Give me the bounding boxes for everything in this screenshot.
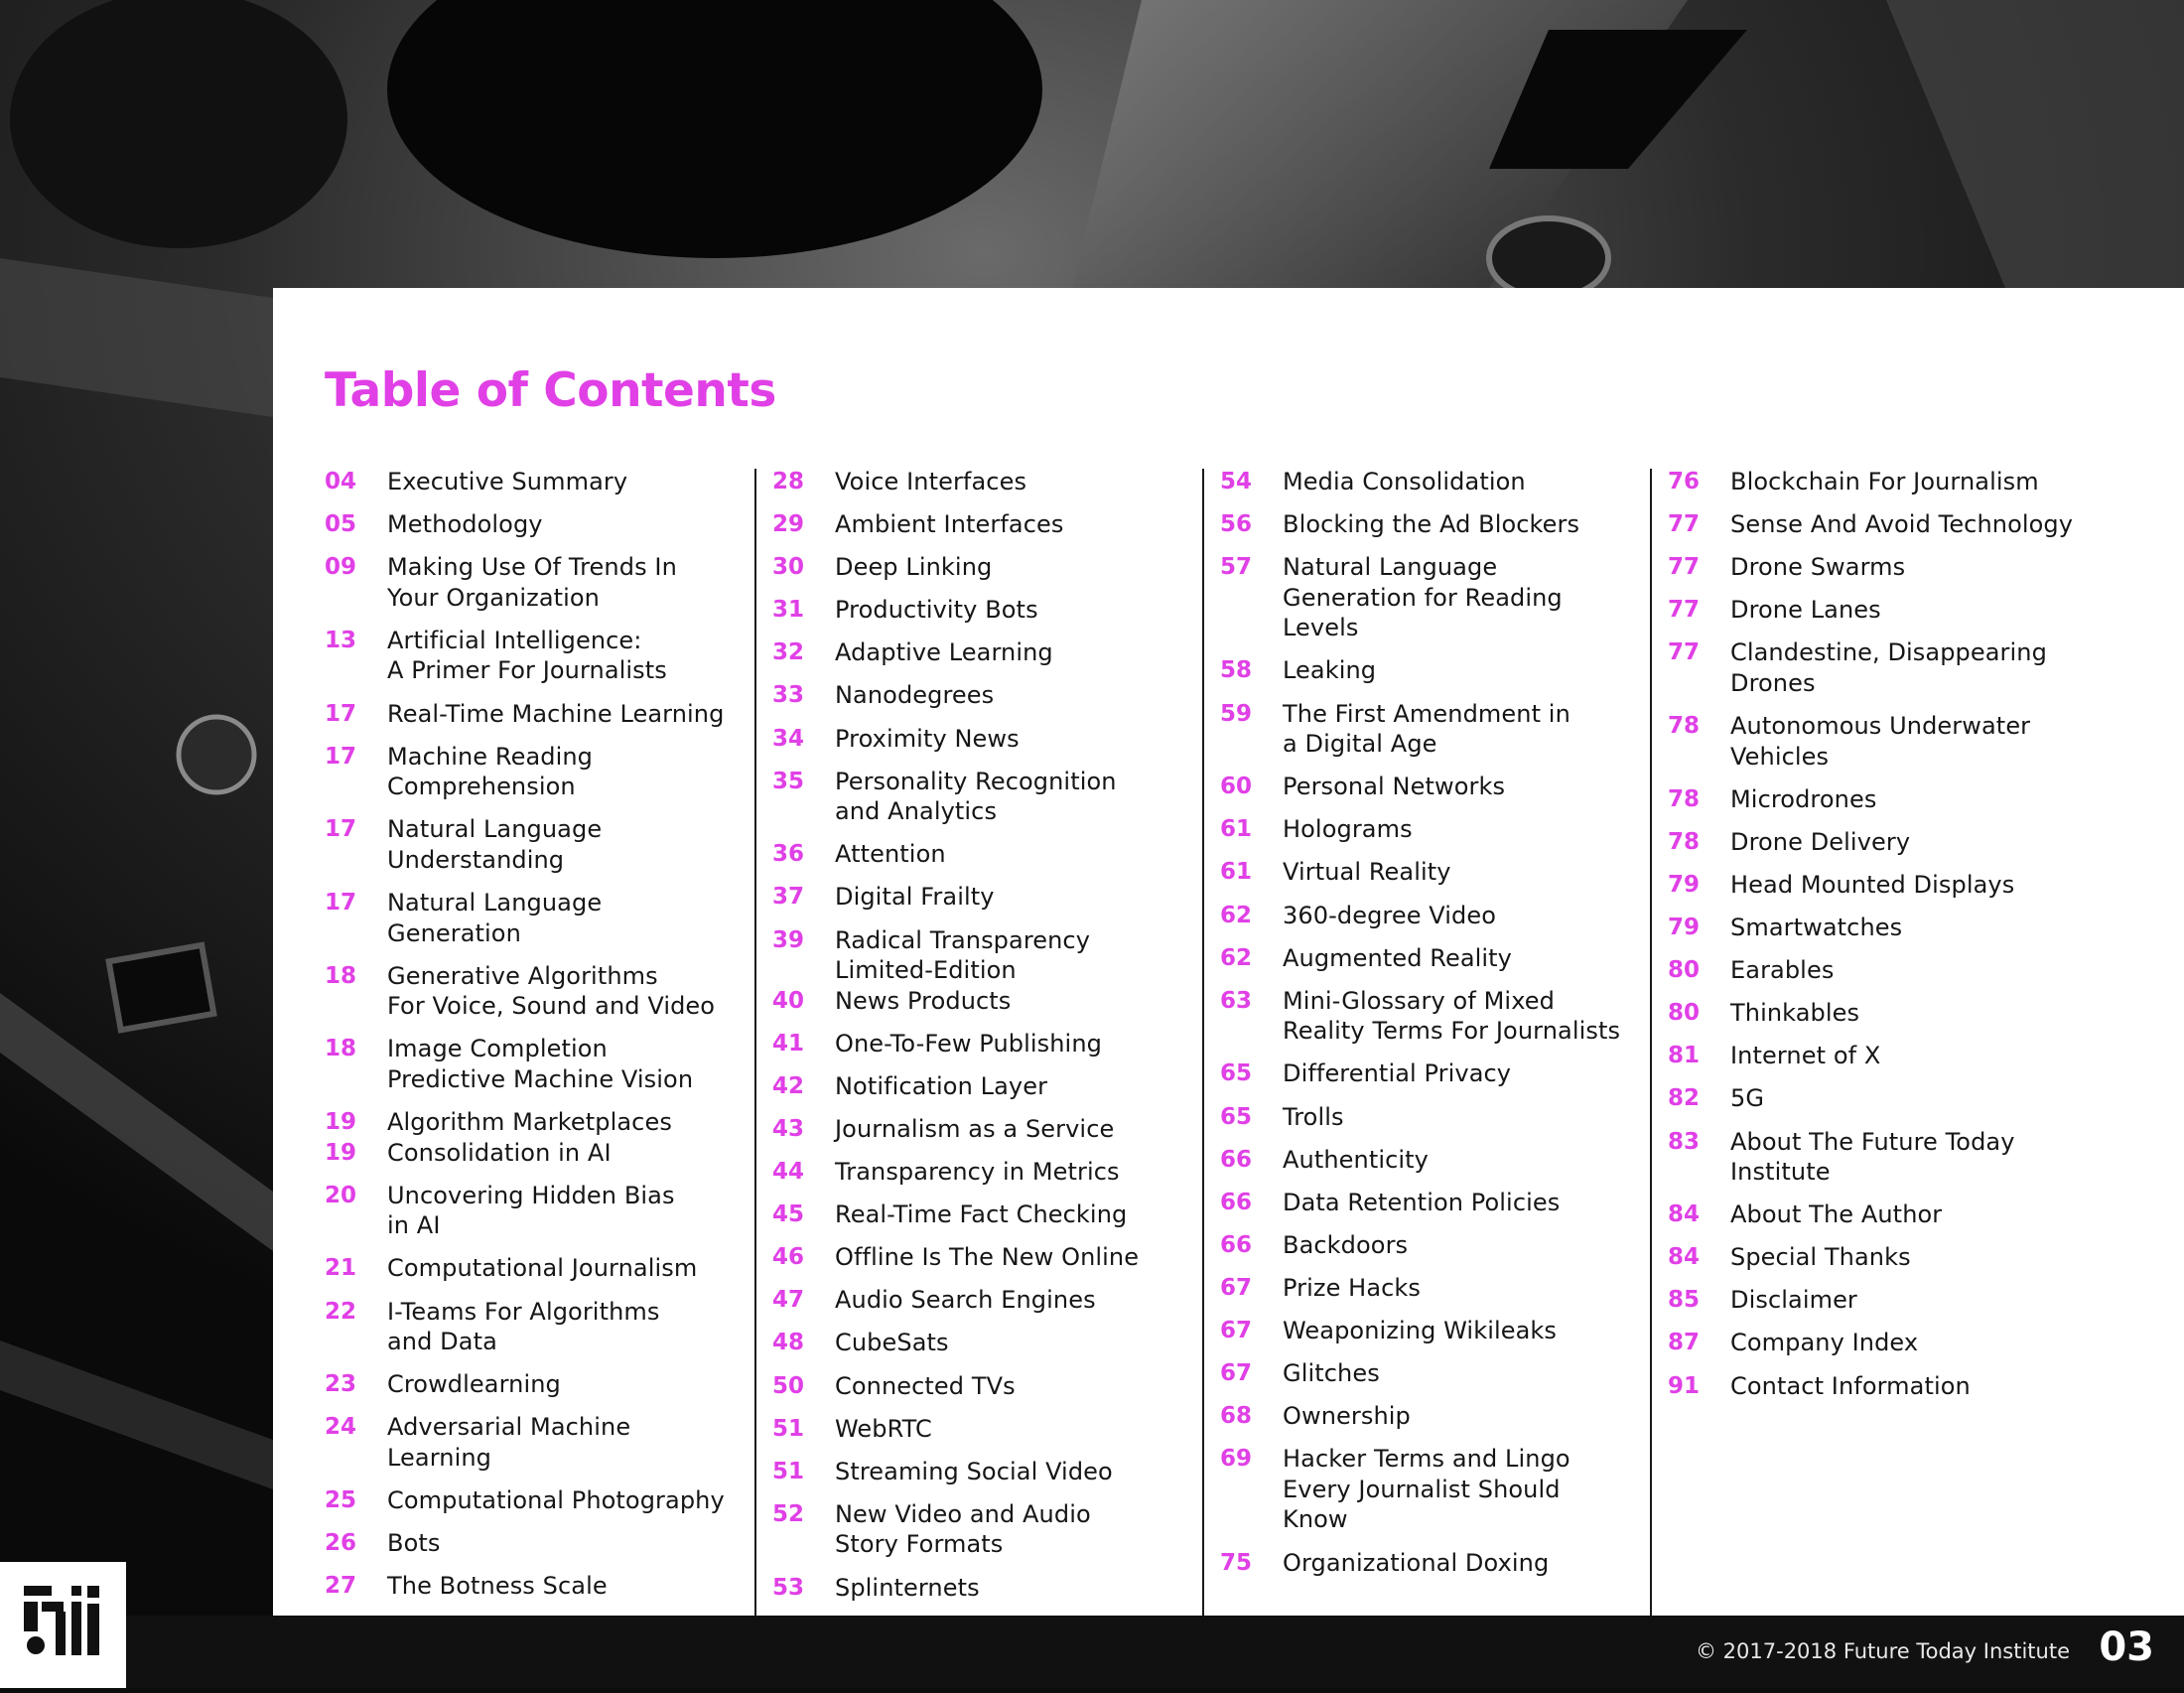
toc-page-number: 19 (325, 1109, 357, 1136)
toc-page-number: 31 (772, 597, 805, 624)
toc-entry-label: Connected TVs (835, 1371, 1016, 1400)
toc-entry-label: Natural Language Generation (387, 889, 603, 947)
toc-entry-label: Limited-Edition (835, 956, 1017, 985)
toc-entry-label: Augmented Reality (1283, 943, 1512, 972)
toc-page-number: 63 (1220, 987, 1253, 1014)
toc-entry-label: Prize Hacks (1283, 1273, 1422, 1302)
toc-page-number: 67 (1220, 1360, 1253, 1387)
toc-entry[interactable] (772, 882, 1189, 913)
toc-entry-label: Digital Frailty (835, 883, 995, 912)
toc-entry-label: Company Index (1730, 1329, 1919, 1357)
toc-page-number: 17 (325, 743, 357, 770)
toc-page-number: 39 (772, 926, 805, 953)
toc-entry[interactable] (772, 595, 1189, 626)
toc-entry[interactable] (325, 1297, 742, 1357)
toc-entry[interactable] (772, 839, 1189, 870)
toc-entry-label: Radical Transparency (835, 925, 1091, 954)
toc-entry-label: Blockchain For Journalism (1730, 468, 2039, 495)
toc-entry-label: Proximity News (835, 724, 1020, 753)
toc-entry-label: Consolidation in AI (387, 1138, 612, 1167)
toc-entry[interactable] (772, 637, 1189, 668)
toc-entry-label: Smartwatches (1730, 914, 1903, 942)
toc-entry[interactable] (772, 1157, 1189, 1188)
toc-page-number: 36 (772, 841, 805, 868)
toc-entry[interactable] (1220, 552, 1637, 643)
toc-entry[interactable] (772, 1371, 1189, 1402)
toc-entry-label: 360-degree Video (1283, 901, 1497, 929)
toc-page-number: 68 (1220, 1403, 1253, 1430)
toc-entry[interactable] (772, 1114, 1189, 1145)
toc-page-number: 62 (1220, 944, 1253, 971)
toc-entry[interactable] (772, 1242, 1189, 1273)
toc-entry[interactable] (325, 1369, 742, 1400)
toc-entry[interactable] (325, 1485, 742, 1516)
toc-entry-label: Disclaimer (1730, 1286, 1857, 1315)
toc-page-number: 66 (1220, 1146, 1253, 1173)
toc-entry[interactable] (1220, 1401, 1637, 1432)
toc-page-number: 29 (772, 511, 805, 538)
toc-entry[interactable] (1668, 1041, 2085, 1071)
fti-logo-icon (0, 1562, 126, 1688)
toc-entry[interactable] (1220, 655, 1637, 686)
toc-page-number: 35 (772, 768, 805, 794)
toc-entry-label: Clandestine, Disappearing Drones (1730, 638, 2047, 697)
toc-entry-label: Backdoors (1283, 1230, 1409, 1259)
toc-entry-label: Machine Reading Comprehension (387, 742, 594, 801)
toc-entry-label: Streaming Social Video (835, 1457, 1113, 1485)
toc-entry-label: Natural Language Understanding (387, 815, 603, 874)
toc-page-number: 79 (1668, 915, 1701, 941)
toc-page-number: 05 (325, 511, 357, 538)
toc-entry[interactable] (1220, 1358, 1637, 1389)
toc-entry-label: Mini-Glossary of Mixed Reality Terms For Journalists (1283, 986, 1621, 1046)
toc-entry[interactable] (325, 888, 742, 948)
toc-page-number: 48 (772, 1330, 805, 1356)
toc-entry[interactable] (772, 1573, 1189, 1604)
toc-entry-label: News Products (835, 986, 1012, 1015)
toc-entry-label: One-To-Few Publishing (835, 1029, 1102, 1058)
toc-entry[interactable] (1220, 1548, 1637, 1579)
page-title: Table of Contents (325, 363, 776, 418)
toc-entry[interactable] (772, 1499, 1189, 1560)
toc-page-number: 40 (772, 987, 805, 1014)
toc-page-number: 83 (1668, 1128, 1701, 1155)
toc-page-number: 23 (325, 1371, 357, 1398)
toc-entry-label: Autonomous Underwater Vehicles (1730, 712, 2031, 771)
toc-entry-label: Offline Is The New Online (835, 1243, 1140, 1272)
toc-page-number: 61 (1220, 859, 1253, 886)
toc-entry[interactable] (1220, 1273, 1637, 1304)
toc-page-number: 51 (772, 1458, 805, 1484)
toc-entry[interactable] (325, 552, 742, 613)
toc-entry-label: Image Completion Predictive Machine Vision (387, 1035, 694, 1093)
toc-entry[interactable] (772, 955, 1189, 986)
toc-entry-label: Adaptive Learning (835, 638, 1053, 667)
toc-page-number: 45 (772, 1201, 805, 1228)
toc-entry[interactable] (1668, 998, 2085, 1029)
toc-entry-label: Generative Algorithms For Voice, Sound and Video (387, 961, 716, 1021)
toc-entry[interactable] (1668, 870, 2085, 901)
toc-entry-label: Computational Journalism (387, 1254, 698, 1283)
toc-entry-label: Blocking the Ad Blockers (1283, 510, 1580, 539)
toc-entry-label: Weaponizing Wikileaks (1283, 1316, 1558, 1344)
toc-page-number: 32 (772, 639, 805, 666)
toc-entry-label: Personal Networks (1283, 773, 1506, 801)
toc-column-3 (1220, 467, 1637, 1591)
toc-entry[interactable] (1668, 1127, 2085, 1188)
toc-entry[interactable] (772, 1199, 1189, 1230)
toc-entry[interactable] (772, 1328, 1189, 1358)
toc-page-number: 34 (772, 725, 805, 752)
copyright-footer: © 2017-2018 Future Today Institute (1696, 1639, 2070, 1663)
toc-entry-label: About The Future Today Institute (1730, 1127, 2015, 1187)
toc-entry[interactable] (1220, 1145, 1637, 1176)
toc-entry[interactable] (772, 1029, 1189, 1059)
toc-entry-label: Voice Interfaces (835, 468, 1027, 495)
toc-entry[interactable] (325, 1034, 742, 1094)
toc-entry[interactable] (325, 961, 742, 1022)
toc-entry[interactable] (1220, 901, 1637, 931)
toc-entry[interactable] (1220, 857, 1637, 888)
toc-entry[interactable] (1668, 955, 2085, 986)
toc-page-number: 57 (1220, 554, 1253, 581)
toc-page-number: 66 (1220, 1231, 1253, 1258)
toc-entry[interactable] (1668, 637, 2085, 698)
toc-page-number: 61 (1220, 816, 1253, 843)
toc-page-number: 77 (1668, 511, 1701, 538)
toc-page-number: 76 (1668, 469, 1701, 494)
toc-page-number: 80 (1668, 957, 1701, 984)
toc-page-number: 46 (772, 1244, 805, 1271)
toc-entry[interactable] (1668, 595, 2085, 626)
toc-entry-label: Real-Time Machine Learning (387, 699, 725, 728)
toc-entry[interactable] (1668, 1371, 2085, 1402)
toc-page-number: 91 (1668, 1372, 1701, 1399)
toc-entry-label: Thinkables (1730, 999, 1860, 1028)
toc-entry-label: Drone Delivery (1730, 827, 1911, 856)
toc-page-number: 65 (1220, 1060, 1253, 1087)
toc-entry-label: Attention (835, 840, 946, 869)
toc-entry[interactable] (325, 1253, 742, 1284)
toc-panel (273, 288, 2184, 1616)
toc-entry-label: Ambient Interfaces (835, 510, 1064, 539)
toc-entry[interactable] (325, 814, 742, 875)
toc-entry[interactable] (1668, 1328, 2085, 1358)
toc-entry[interactable] (325, 1107, 742, 1138)
toc-entry[interactable] (1220, 1444, 1637, 1535)
toc-entry[interactable] (1668, 784, 2085, 815)
toc-entry[interactable] (325, 699, 742, 730)
toc-page-number: 30 (772, 554, 805, 581)
toc-page-number: 82 (1668, 1085, 1701, 1112)
toc-page-number: 18 (325, 1036, 357, 1062)
toc-page-number: 78 (1668, 828, 1701, 855)
toc-page-number: 50 (772, 1372, 805, 1399)
toc-page-number: 77 (1668, 597, 1701, 624)
toc-entry[interactable] (772, 1071, 1189, 1102)
toc-entry-label: Adversarial Machine Learning (387, 1413, 631, 1472)
toc-page-number: 27 (325, 1573, 357, 1600)
toc-entry[interactable] (1668, 1083, 2085, 1114)
toc-entry[interactable] (772, 467, 1189, 497)
toc-entry-label: Sense And Avoid Technology (1730, 510, 2074, 539)
toc-entry-label: Audio Search Engines (835, 1286, 1096, 1315)
toc-column-1 (325, 467, 742, 1614)
toc-entry-label: Contact Information (1730, 1371, 1971, 1400)
toc-entry-label: Uncovering Hidden Bias in AI (387, 1181, 675, 1240)
toc-entry-label: Personality Recognition and Analytics (835, 767, 1117, 826)
toc-page-number: 75 (1220, 1549, 1253, 1576)
toc-page-number: 33 (772, 682, 805, 709)
toc-entry[interactable] (772, 680, 1189, 711)
toc-entry-label: Trolls (1283, 1102, 1344, 1131)
toc-page-number: 62 (1220, 902, 1253, 928)
toc-page-number: 84 (1668, 1201, 1701, 1228)
toc-page-number: 21 (325, 1255, 357, 1282)
toc-entry-label: Media Consolidation (1283, 468, 1526, 495)
toc-entry-label: WebRTC (835, 1414, 932, 1443)
toc-entry[interactable] (772, 509, 1189, 540)
toc-entry[interactable] (1220, 943, 1637, 974)
page-number: 03 (2099, 1624, 2154, 1670)
toc-entry[interactable] (1220, 1188, 1637, 1218)
toc-entry[interactable] (1220, 1102, 1637, 1133)
toc-entry-label: Head Mounted Displays (1730, 870, 2015, 899)
toc-entry-label: Crowdlearning (387, 1370, 561, 1399)
toc-entry-label: Virtual Reality (1283, 858, 1451, 887)
toc-entry-label: Internet of X (1730, 1042, 1881, 1070)
toc-entry-label: Data Retention Policies (1283, 1188, 1561, 1216)
toc-entry-label: About The Author (1730, 1200, 1943, 1229)
toc-page-number: 24 (325, 1414, 357, 1441)
toc-entry[interactable] (325, 467, 742, 497)
toc-page-number: 44 (772, 1159, 805, 1186)
toc-page-number: 85 (1668, 1287, 1701, 1314)
toc-entry-label: The Botness Scale (387, 1572, 608, 1601)
toc-entry-label: New Video and Audio Story Formats (835, 1499, 1091, 1559)
toc-entry[interactable] (1220, 1230, 1637, 1261)
toc-page-number: 77 (1668, 554, 1701, 581)
toc-entry-label: Productivity Bots (835, 596, 1038, 625)
toc-entry[interactable] (1668, 1285, 2085, 1316)
toc-entry-label: Organizational Doxing (1283, 1548, 1550, 1577)
toc-entry-label: Authenticity (1283, 1145, 1429, 1174)
toc-page-number: 47 (772, 1287, 805, 1314)
toc-entry[interactable] (1220, 814, 1637, 845)
toc-page-number: 77 (1668, 639, 1701, 666)
toc-entry-label: Drone Swarms (1730, 553, 1906, 582)
toc-entry[interactable] (1220, 1316, 1637, 1346)
toc-entry-label: Holograms (1283, 815, 1413, 844)
toc-entry[interactable] (1668, 509, 2085, 540)
toc-entry[interactable] (1220, 1058, 1637, 1089)
toc-entry-label: Methodology (387, 510, 543, 539)
toc-page-number: 26 (325, 1530, 357, 1557)
toc-entry-label: Transparency in Metrics (835, 1158, 1120, 1187)
toc-entry[interactable] (1220, 509, 1637, 540)
toc-entry-label: Leaking (1283, 656, 1377, 685)
toc-page-number: 66 (1220, 1189, 1253, 1215)
toc-page-number: 58 (1220, 657, 1253, 684)
toc-entry-label: Deep Linking (835, 553, 993, 582)
toc-entry[interactable] (1220, 986, 1637, 1047)
column-divider (1202, 469, 1204, 1616)
toc-entry-label: Drone Lanes (1730, 596, 1881, 625)
toc-entry[interactable] (772, 925, 1189, 956)
toc-entry[interactable] (1668, 827, 2085, 858)
toc-page-number: 56 (1220, 511, 1253, 538)
toc-entry-label: Computational Photography (387, 1486, 725, 1515)
toc-page-number: 17 (325, 816, 357, 843)
toc-page-number: 84 (1668, 1244, 1701, 1271)
toc-column-4 (1668, 467, 2085, 1414)
toc-page-number: 54 (1220, 469, 1253, 494)
toc-entry-label: Earables (1730, 956, 1835, 985)
toc-entry[interactable] (1668, 1242, 2085, 1273)
toc-entry[interactable] (772, 986, 1189, 1017)
toc-entry[interactable] (325, 509, 742, 540)
toc-entry-label: Real-Time Fact Checking (835, 1200, 1128, 1229)
toc-entry-label: Splinternets (835, 1573, 980, 1602)
toc-entry[interactable] (325, 1181, 742, 1241)
toc-entry-label: Nanodegrees (835, 681, 995, 710)
toc-entry[interactable] (1668, 711, 2085, 772)
toc-page-number: 18 (325, 962, 357, 989)
toc-page-number: 13 (325, 627, 357, 653)
toc-entry-label: Journalism as a Service (835, 1115, 1115, 1143)
toc-entry[interactable] (772, 1414, 1189, 1445)
toc-entry[interactable] (1668, 1199, 2085, 1230)
toc-page-number: 81 (1668, 1043, 1701, 1069)
toc-page-number: 17 (325, 890, 357, 917)
toc-entry[interactable] (1668, 913, 2085, 943)
toc-page-number: 20 (325, 1182, 357, 1208)
toc-page-number: 78 (1668, 713, 1701, 740)
toc-entry-label: Glitches (1283, 1359, 1380, 1388)
toc-page-number: 65 (1220, 1103, 1253, 1130)
toc-entry-label: CubeSats (835, 1329, 949, 1357)
toc-page-number: 51 (772, 1415, 805, 1442)
toc-entry[interactable] (325, 1138, 742, 1169)
toc-entry-label: Making Use Of Trends In Your Organization (387, 553, 677, 612)
toc-entry-label: 5G (1730, 1084, 1765, 1113)
toc-entry[interactable] (1668, 467, 2085, 497)
toc-page-number: 25 (325, 1487, 357, 1514)
toc-entry[interactable] (325, 1412, 742, 1473)
toc-entry-label: Natural Language Generation for Reading Levels (1283, 553, 1563, 642)
toc-page-number: 41 (772, 1030, 805, 1057)
toc-entry[interactable] (325, 742, 742, 802)
toc-entry-label: Hacker Terms and Lingo Every Journalist Should Know (1283, 1445, 1570, 1534)
toc-entry[interactable] (1220, 467, 1637, 497)
toc-page-number: 52 (772, 1500, 805, 1527)
toc-entry[interactable] (325, 1571, 742, 1602)
toc-page-number: 42 (772, 1072, 805, 1099)
toc-page-number: 69 (1220, 1446, 1253, 1473)
toc-entry-label: Ownership (1283, 1402, 1411, 1431)
toc-page-number: 80 (1668, 1000, 1701, 1027)
toc-entry[interactable] (772, 724, 1189, 755)
toc-entry-label: Bots (387, 1529, 441, 1558)
toc-page-number: 19 (325, 1139, 357, 1166)
toc-page-number: 53 (772, 1574, 805, 1601)
toc-entry-label: Microdrones (1730, 784, 1877, 813)
toc-entry-label: Executive Summary (387, 468, 628, 495)
toc-entry[interactable] (325, 626, 742, 686)
toc-page-number: 09 (325, 554, 357, 581)
toc-page-number: 04 (325, 469, 357, 494)
toc-page-number: 22 (325, 1298, 357, 1325)
toc-entry[interactable] (772, 1457, 1189, 1487)
toc-entry[interactable] (772, 767, 1189, 827)
toc-page-number: 87 (1668, 1330, 1701, 1356)
toc-page-number: 43 (772, 1116, 805, 1142)
toc-page-number: 78 (1668, 785, 1701, 812)
toc-entry-label: Algorithm Marketplaces (387, 1108, 672, 1137)
toc-entry[interactable] (1220, 699, 1637, 760)
toc-page-number: 60 (1220, 774, 1253, 800)
column-divider (1650, 469, 1652, 1616)
toc-page-number: 79 (1668, 871, 1701, 898)
toc-entry[interactable] (1668, 552, 2085, 583)
toc-entry-label: I-Teams For Algorithms and Data (387, 1297, 660, 1356)
toc-entry[interactable] (325, 1528, 742, 1559)
toc-page-number: 28 (772, 469, 805, 494)
toc-entry-label: Special Thanks (1730, 1243, 1911, 1272)
toc-page-number: 67 (1220, 1274, 1253, 1301)
toc-page-number: 67 (1220, 1317, 1253, 1343)
toc-page-number: 37 (772, 884, 805, 911)
toc-page-number: 59 (1220, 700, 1253, 727)
toc-entry-label: The First Amendment in a Digital Age (1283, 699, 1570, 759)
column-divider (754, 469, 756, 1616)
toc-entry[interactable] (1220, 772, 1637, 802)
toc-entry-label: Differential Privacy (1283, 1059, 1512, 1088)
toc-entry-label: Notification Layer (835, 1071, 1048, 1100)
toc-entry[interactable] (772, 552, 1189, 583)
toc-entry-label: Artificial Intelligence: A Primer For Journalists (387, 626, 667, 685)
toc-entry[interactable] (772, 1285, 1189, 1316)
toc-column-2 (772, 467, 1189, 1616)
toc-page-number: 17 (325, 700, 357, 727)
